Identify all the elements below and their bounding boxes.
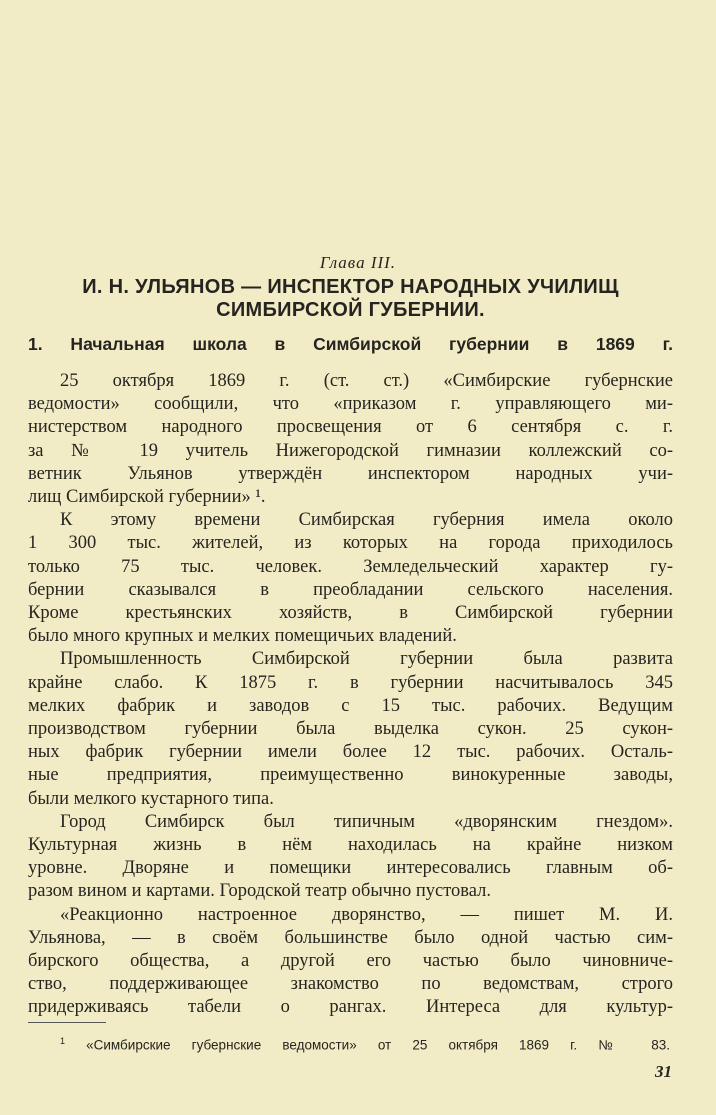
text-line: 25 октября 1869 г. (ст. ст.) «Симбирские губернские: [60, 371, 673, 391]
text-line: разом вином и картами. Городской театр обычно пустовал.: [28, 881, 492, 902]
text-line: Кроме крестьянских хозяйств, в Симбирской губернии: [28, 603, 673, 624]
text-line: было много крупных и мелких помещичьих владений.: [28, 626, 457, 647]
text-line: Город Симбирск был типичным «дворянским гнездом».: [60, 811, 673, 832]
text-line: придерживаясь табели о рангах. Интереса для культур-: [28, 997, 673, 1018]
text-line: К этому времени Симбирская губерния имела около: [60, 510, 673, 531]
text-line: бирского общества, а другой его частью было чиновниче-: [28, 951, 673, 972]
text-line: только 75 тыс. человек. Земледельческий характер гу-: [28, 556, 673, 577]
text-line: ных фабрик губернии имели более 12 тыс. рабочих. Осталь-: [28, 742, 673, 763]
text-line: 1 300 тыс. жителей, из которых на города приходилось: [28, 533, 673, 554]
text-line: уровне. Дворяне и помещики интересовались главным об-: [28, 858, 673, 879]
text-line: за № 19 учитель Нижегородской гимназии коллежский со-: [28, 440, 673, 461]
footnote: [60, 1036, 670, 1053]
text-line: нистерством народного просвещения от 6 сентября с. г.: [28, 417, 673, 438]
page-number: 31: [655, 1062, 672, 1081]
chapter-title: [28, 276, 673, 322]
text-line: Ульянова, — в своём большинстве было одной частью сим-: [28, 927, 673, 948]
text-line: «Реакционно настроенное дворянство, — пишет М. И.: [60, 904, 673, 925]
footnote-text: «Симбирские губернские ведомости» от 25 октября 1869 г. № 83.: [86, 1037, 670, 1053]
footnote-marker: 1: [60, 1036, 66, 1046]
section-heading: 1. Начальная школа в Симбирской губернии в 1869 г.: [28, 334, 673, 354]
text-line: Культурная жизнь в нём находилась на крайне низком: [28, 835, 673, 856]
text-line: ство, поддерживающее знакомство по ведомствам, строго: [28, 974, 673, 995]
text-line: ветник Ульянов утверждён инспектором народных учи-: [28, 463, 673, 484]
text-line: мелких фабрик и заводов с 15 тыс. рабочих. Ведущим: [28, 695, 673, 716]
text-line: производством губернии была выделка сукон. 25 сукон-: [28, 719, 673, 740]
chapter-title-line-1: И. Н. УЛЬЯНОВ — ИНСПЕКТОР НАРОДНЫХ УЧИЛИЩ: [82, 276, 619, 298]
chapter-label: Глава III.: [319, 253, 397, 272]
chapter-title-line-2: СИМБИРСКОЙ ГУБЕРНИИ.: [216, 299, 485, 321]
footnote-divider: [28, 1022, 106, 1023]
text-line: крайне слабо. К 1875 г. в губернии насчитывалось 345: [28, 672, 673, 693]
text-line: Промышленность Симбирской губернии была развита: [60, 649, 673, 670]
text-line: ные предприятия, преимущественно винокуренные заводы,: [28, 765, 673, 786]
text-line: были мелкого кустарного типа.: [28, 788, 274, 809]
text-line: лищ Симбирской губернии» ¹.: [28, 487, 266, 508]
text-line: ведомости» сообщили, что «приказом г. управляющего ми-: [28, 394, 673, 415]
body-text: [28, 370, 673, 1020]
text-line: бернии сказывался в преобладании сельского населения.: [28, 579, 673, 600]
